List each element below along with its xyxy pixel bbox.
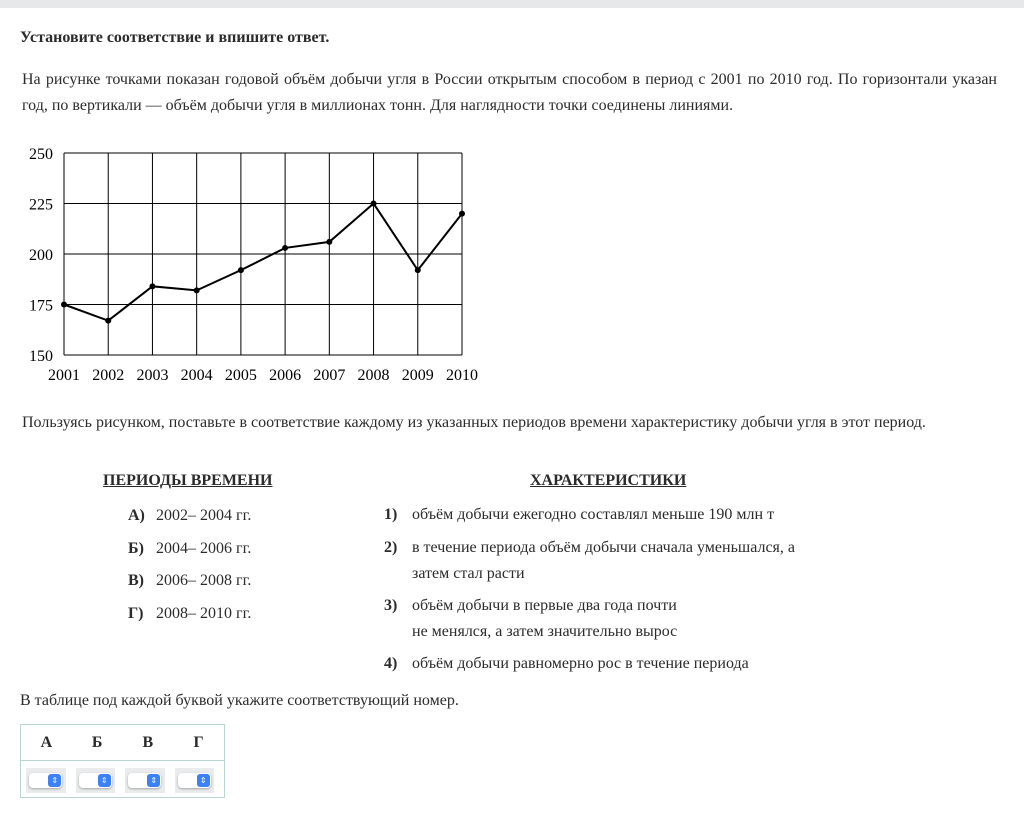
y-tick-label: 225 xyxy=(29,196,53,214)
period-label: Б) xyxy=(128,539,144,557)
answer-letter: А xyxy=(40,733,53,751)
characteristic-number: 3) xyxy=(384,597,398,614)
data-point xyxy=(149,283,155,289)
data-point xyxy=(194,287,200,293)
x-tick-label: 2005 xyxy=(224,367,257,384)
period-item xyxy=(128,605,251,623)
answer-select-b[interactable] xyxy=(76,768,116,793)
data-point xyxy=(371,201,377,207)
answer-table xyxy=(20,724,225,798)
characteristic-number: 2) xyxy=(384,539,398,556)
period-text: 2006– 2008 гг. xyxy=(156,572,252,589)
y-tick-label: 175 xyxy=(29,297,53,315)
data-point xyxy=(415,267,421,273)
x-tick-label: 2004 xyxy=(180,367,213,384)
characteristic-line: в течение периода объём добычи сначала уменьшался, а xyxy=(412,539,795,556)
chevron-updown-icon: ⇕ xyxy=(48,774,61,787)
task-title: Установите соответствие и впишите ответ. xyxy=(20,29,330,46)
data-point xyxy=(105,318,111,324)
y-tick-label: 150 xyxy=(29,348,53,365)
data-point xyxy=(61,302,67,308)
chevron-updown-icon: ⇕ xyxy=(98,774,111,787)
x-tick-label: 2010 xyxy=(446,367,478,384)
x-tick-label: 2007 xyxy=(313,367,346,384)
characteristic-line: объём добычи в первые два года почти xyxy=(412,597,677,614)
x-tick-label: 2008 xyxy=(357,367,390,384)
characteristic-number: 4) xyxy=(384,655,398,672)
period-item xyxy=(128,540,251,558)
intro-text: На рисунке точками показан годовой объём добычи угля в России открытым способом в период с 2001 по 2010 год. По горизонтали указан год, по вертикали — объём добычи угля в миллионах тонн. Для наглядности точки соединены линиями. xyxy=(22,71,997,114)
characteristic-line: затем стал расти xyxy=(412,565,525,582)
period-text: 2008– 2010 гг. xyxy=(156,604,252,622)
chevron-updown-icon: ⇕ xyxy=(197,774,210,787)
question-text: Пользуясь рисунком, поставьте в соответствие каждому из указанных периодов времени характеристику добычи угля в этот период. xyxy=(22,414,926,431)
characteristic-line: объём добычи ежегодно составлял меньше 190 млн т xyxy=(412,506,775,523)
period-label: Г) xyxy=(128,604,144,622)
x-tick-label: 2001 xyxy=(48,367,80,384)
data-point xyxy=(238,267,244,273)
answer-select-g[interactable] xyxy=(175,768,215,793)
answer-select-v[interactable] xyxy=(125,768,165,793)
chevron-updown-icon: ⇕ xyxy=(147,774,160,787)
x-tick-label: 2009 xyxy=(401,367,434,384)
y-tick-label: 200 xyxy=(29,247,53,264)
data-point xyxy=(326,239,332,245)
characteristic-item xyxy=(384,535,795,587)
answer-select-a[interactable] xyxy=(26,768,66,793)
instruction-text: В таблице под каждой буквой укажите соответствующий номер. xyxy=(20,692,459,709)
x-tick-label: 2006 xyxy=(269,367,302,384)
answer-letter: Б xyxy=(91,733,103,751)
answer-letter: В xyxy=(142,733,154,751)
answer-letter: Г xyxy=(193,733,204,751)
y-tick-label: 250 xyxy=(29,146,53,163)
characteristic-line: объём добычи равномерно рос в течение периода xyxy=(412,655,749,672)
period-label: В) xyxy=(128,572,144,589)
data-point xyxy=(282,245,288,251)
period-label: А) xyxy=(128,507,145,524)
characteristic-line: не менялся, а затем значительно вырос xyxy=(412,623,678,640)
period-item xyxy=(128,572,251,590)
x-tick-label: 2002 xyxy=(92,367,125,384)
characteristic-item xyxy=(384,593,677,645)
period-text: 2004– 2006 гг. xyxy=(156,539,252,557)
period-text: 2002– 2004 гг. xyxy=(156,507,252,524)
series-line xyxy=(64,204,462,321)
characteristic-item xyxy=(384,651,749,677)
top-bar xyxy=(0,0,1024,8)
x-tick-label: 2003 xyxy=(136,367,169,384)
coal-chart xyxy=(0,140,490,390)
characteristics-header: ХАРАКТЕРИСТИКИ xyxy=(530,472,687,489)
period-item xyxy=(128,507,251,525)
data-point xyxy=(459,211,465,217)
periods-header: ПЕРИОДЫ ВРЕМЕНИ xyxy=(103,472,273,489)
characteristic-number: 1) xyxy=(384,506,398,523)
characteristic-item xyxy=(384,502,774,528)
